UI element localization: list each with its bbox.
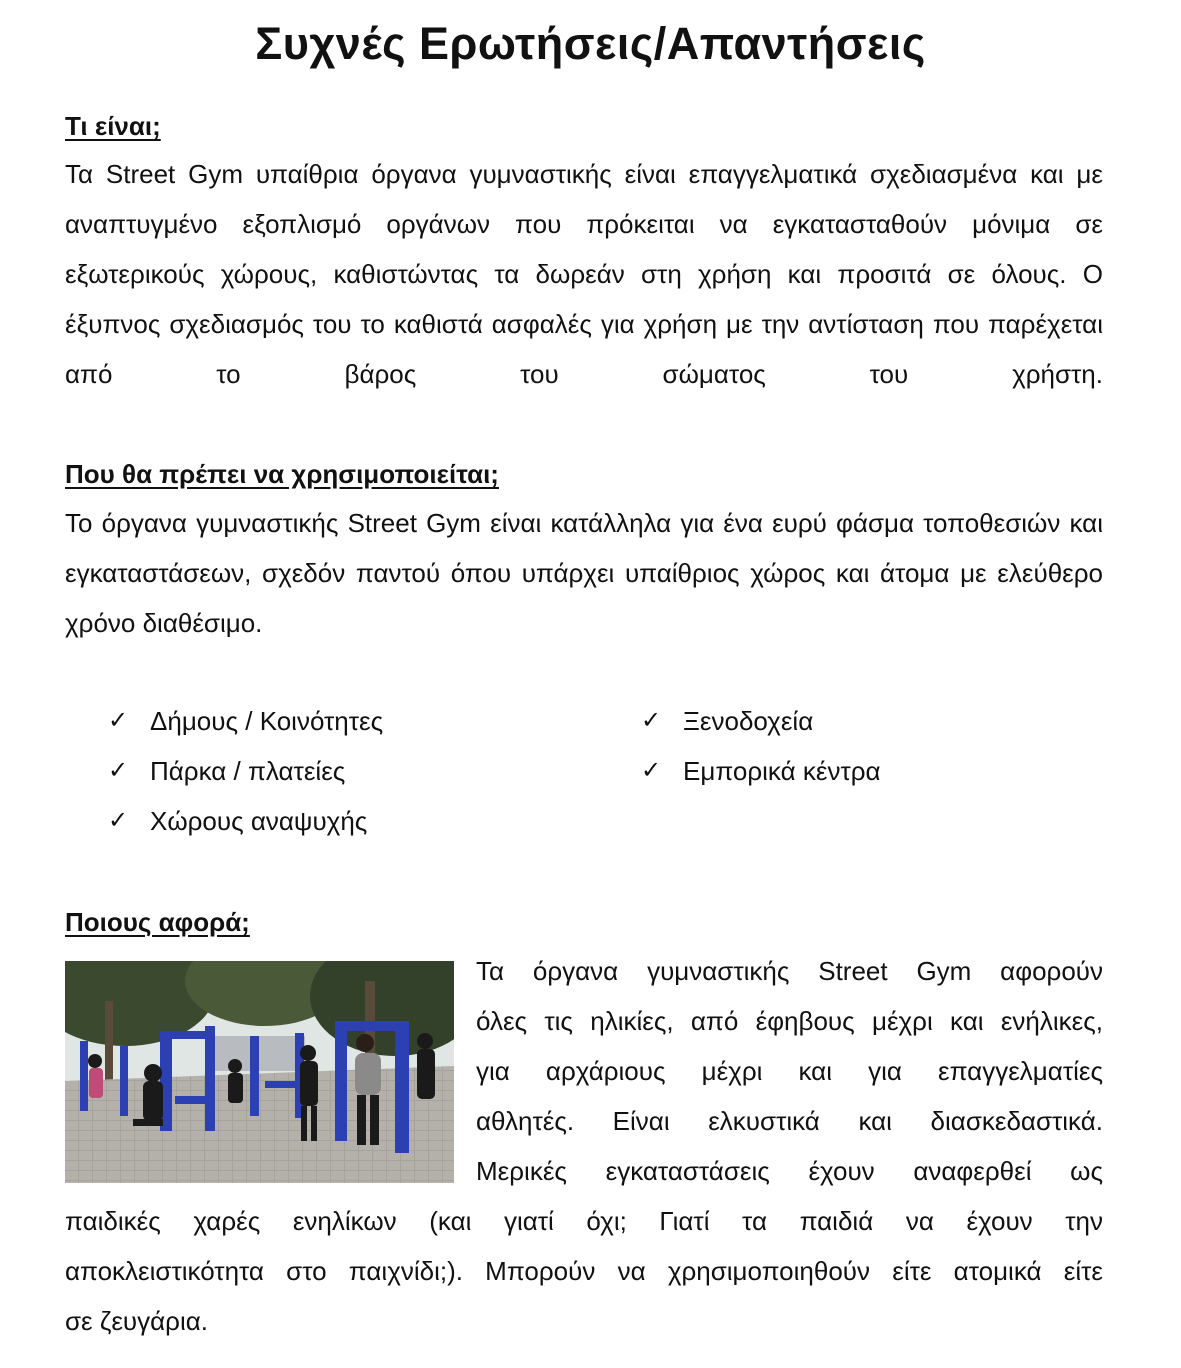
list-item	[108, 746, 383, 796]
locations-list-right	[641, 696, 881, 796]
text-line: παιδικές χαρές ενηλίκων (και γιατί όχι; Γιατί τα παιδιά να έχουν την	[65, 1206, 1103, 1236]
section-text-what-is-it: Τα Street Gym υπαίθρια όργανα γυμναστικής είναι επαγγελματικά σχεδιασμένα και με αναπτυγμένο εξοπλισμό οργάνων που πρόκειται να εγκατασταθούν μόνιμα σε εξωτερικούς χώρους, καθιστώντας τα δωρεάν στη χρήση και προσιτά σε όλους. Ο έξυπνος σχεδιασμός του το καθιστά ασφαλές για χρήση με την αντίσταση που παρέχεται από το βάρος του σώματος του χρήστη.	[65, 159, 1103, 389]
section-text-who-for	[476, 946, 1103, 1196]
checkmark-icon: ✓	[108, 757, 129, 784]
section-text-where-used: Το όργανα γυμναστικής Street Gym είναι κατάλληλα για ένα ευρύ φάσμα τοποθεσιών και εγκαταστάσεων, σχεδόν παντού όπου υπάρχει υπαίθριος χώρος και άτομα με ελεύθερο χρόνο διαθέσιμο.	[65, 508, 1103, 638]
checkmark-icon: ✓	[641, 707, 662, 734]
street-gym-photo	[65, 961, 454, 1183]
checkmark-icon: ✓	[108, 807, 129, 834]
section-heading-what-is-it: Τι είναι;	[65, 111, 161, 141]
list-item-label: Χώρους αναψυχής	[150, 806, 368, 836]
text-line: αποκλειστικότητα στο παιχνίδι;). Μπορούν να χρησιμοποιηθούν είτε ατομικά είτε	[65, 1256, 1103, 1286]
text-line: όλες τις ηλικίες, από έφηβους μέχρι και ενήλικες,	[476, 1006, 1103, 1036]
list-item-label: Δήμους / Κοινότητες	[150, 706, 384, 736]
list-item	[108, 796, 383, 846]
text-line: Τα όργανα γυμναστικής Street Gym αφορούν	[476, 956, 1103, 986]
list-item-label: Εμπορικά κέντρα	[683, 756, 881, 786]
list-item	[641, 746, 881, 796]
text-line: για αρχάριους μέχρι και για επαγγελματίες	[476, 1056, 1103, 1086]
section-heading-where-used: Που θα πρέπει να χρησιμοποιείται;	[65, 459, 499, 489]
checkmark-icon: ✓	[108, 707, 129, 734]
checkmark-icon: ✓	[641, 757, 662, 784]
list-item-label: Πάρκα / πλατείες	[150, 756, 346, 786]
section-text-who-for-continued	[65, 1196, 1103, 1346]
text-line: αθλητές. Είναι ελκυστικά και διασκεδαστικά.	[476, 1106, 1103, 1136]
locations-list-left	[108, 696, 383, 846]
list-item-label: Ξενοδοχεία	[683, 706, 814, 736]
list-item	[641, 696, 881, 746]
text-line: Μερικές εγκαταστάσεις έχουν αναφερθεί ως	[476, 1156, 1103, 1186]
page-title: Συχνές Ερωτήσεις/Απαντήσεις	[255, 18, 926, 69]
text-line: σε ζευγάρια.	[65, 1306, 208, 1336]
list-item	[108, 696, 383, 746]
section-heading-who-for: Ποιους αφορά;	[65, 907, 250, 937]
